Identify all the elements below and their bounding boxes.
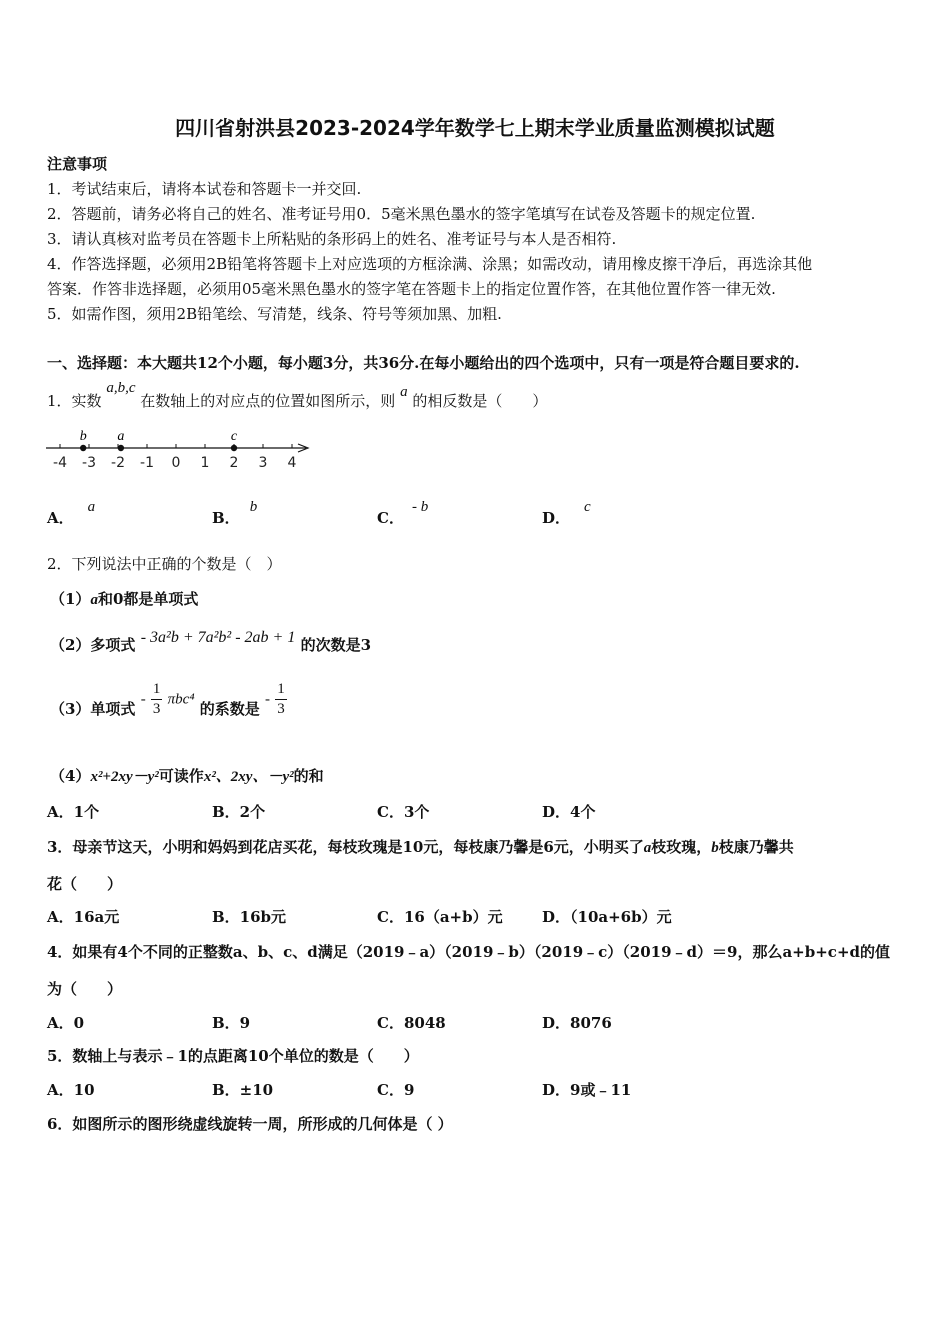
option-d: D．8076 [542, 1014, 612, 1032]
question-6: 6．如图所示的图形绕虚线旋转一周，所形成的几何体是（ ） [47, 1115, 453, 1133]
option-a: a [87, 499, 96, 515]
number-line-point-b [80, 445, 86, 451]
number-line-tick-label: -2 [111, 455, 125, 471]
q1-vars: a,b,c [106, 380, 136, 396]
q2-statement-3: （3）单项式 - $\frac{1}{3}$ πbc⁴ 的系数是 - $\frac{1}{3}$ [50, 681, 285, 718]
question-1 [47, 380, 548, 411]
option-c: C．9 [377, 1081, 415, 1099]
number-line-tick-label: 3 [258, 455, 268, 471]
option-a: A．16a元 [47, 908, 120, 926]
section-heading: 一、选择题：本大题共12个小题，每小题3分，共36分.在每小题给出的四个选项中，只有一项是符合题目要求的. [47, 354, 800, 372]
number-line-tick-label: -3 [82, 455, 96, 471]
option-c: C．3个 [377, 803, 430, 821]
option-letter: B． [212, 509, 240, 527]
option-a: A．0 [47, 1014, 85, 1032]
q2-statement-1: （1）a和0都是单项式 [50, 590, 199, 608]
notice-item: 3．请认真核对监考员在答题卡上所粘贴的条形码上的姓名、准考证号与本人是否相符. [47, 230, 617, 248]
option-b: b [249, 499, 258, 515]
number-line-point-label: c [230, 429, 238, 444]
number-line [44, 425, 314, 473]
option-b: B．9 [212, 1014, 251, 1032]
number-line-tick-label: 2 [229, 455, 239, 471]
question-5: 5．数轴上与表示﹣1的点距离10个单位的数是（ ） [47, 1047, 419, 1065]
number-line-tick-label: 1 [200, 455, 210, 471]
number-line-tick-label: -4 [53, 455, 67, 471]
option-b: B．±10 [212, 1081, 274, 1099]
notice-item: 1．考试结束后，请将本试卷和答题卡一并交回. [47, 180, 362, 198]
number-line-point-label: b [79, 429, 87, 444]
q1-prefix: 1．实数 [47, 392, 102, 410]
option-d: D．（10a+6b）元 [542, 908, 672, 926]
option-b: B．2个 [212, 803, 266, 821]
question-4-line2: 为（ ） [47, 980, 123, 998]
option-letter: C． [377, 509, 404, 527]
option-c: - b [411, 499, 429, 515]
option-d: c [584, 499, 591, 515]
q2-statement-4: （4）x²+2xy－y²可读作x²、2xy、－y²的和 [50, 767, 324, 785]
number-line-tick-label: 0 [171, 455, 181, 471]
number-line-tick-label: 4 [287, 455, 297, 471]
notice-heading: 注意事项 [47, 155, 108, 173]
option-d: D．9或﹣11 [542, 1081, 632, 1099]
question-3-line2: 花（ ） [47, 875, 123, 893]
number-line-tick-label: -1 [140, 455, 154, 471]
option-letter: D． [542, 509, 571, 527]
option-a: A．1个 [47, 803, 100, 821]
number-line-point-label: a [117, 429, 125, 444]
q1-mid: 在数轴上的对应点的位置如图所示，则 [140, 392, 396, 410]
notice-item: 5．如需作图，须用2B铅笔绘、写清楚，线条、符号等须加黑、加粗. [47, 305, 502, 323]
notice-item: 2．答题前，请务必将自己的姓名、准考证号用0．5毫米黑色墨水的签字笔填写在试卷及答题卡的规定位置. [47, 205, 756, 223]
option-a: A．10 [47, 1081, 95, 1099]
q1-suffix: 的相反数是（ ） [412, 392, 548, 410]
option-b: B．16b元 [212, 908, 287, 926]
option-d: D．4个 [542, 803, 596, 821]
q1-var-a: a [400, 384, 408, 400]
number-line-point-a [118, 445, 124, 451]
notice-item: 答案．作答非选择题，必须用05毫米黑色墨水的签字笔在答题卡上的指定位置作答，在其他位置作答一律无效. [47, 280, 776, 298]
page-title: 四川省射洪县2023-2024学年数学七上期末学业质量监测模拟试题 [175, 116, 775, 140]
number-line-point-c [231, 445, 237, 451]
option-c: C．8048 [377, 1014, 446, 1032]
question-3: 3．母亲节这天，小明和妈妈到花店买花，每枝玫瑰是10元，每枝康乃馨是6元，小明买了a枝玫瑰，b枝康乃馨共 [47, 838, 794, 856]
q2-statement-2: （2）多项式 - 3a²b + 7a²b² - 2ab + 1 的次数是3 [50, 629, 371, 654]
option-letter: A． [47, 509, 74, 527]
question-4: 4．如果有4个不同的正整数a、b、c、d满足（2019﹣a）（2019﹣b）（2019﹣c）（2019﹣d）＝9，那么a+b+c+d的值 [47, 943, 890, 961]
question-2: 2．下列说法中正确的个数是（ ） [47, 555, 282, 573]
option-c: C．16（a+b）元 [377, 908, 503, 926]
notice-item: 4．作答选择题，必须用2B铅笔将答题卡上对应选项的方框涂满、涂黑；如需改动，请用橡皮擦干净后，再选涂其他 [47, 255, 813, 273]
